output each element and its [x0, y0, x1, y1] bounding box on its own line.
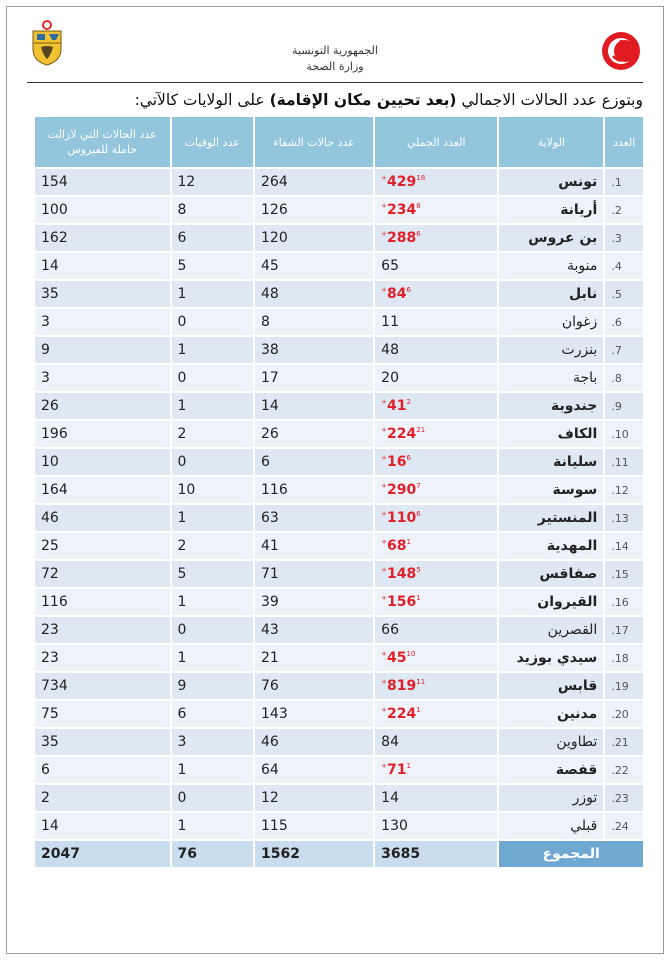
- table-row: [35, 561, 643, 587]
- recovered-cell: 76: [255, 673, 373, 699]
- recovered-cell: 38: [255, 337, 373, 363]
- table-row: [35, 225, 643, 251]
- governorate-name: المهدية: [499, 533, 603, 559]
- total-cases-value: 14: [381, 790, 399, 806]
- new-cases-delta: 21+: [381, 426, 426, 435]
- total-cases-cell: [375, 281, 497, 307]
- row-number: 5.: [605, 281, 643, 307]
- table-row: [35, 449, 643, 475]
- governorate-name: القصرين: [499, 617, 603, 643]
- row-number: 8.: [605, 365, 643, 391]
- total-cases-value: 84: [381, 734, 399, 750]
- new-cases-delta: 6+: [381, 510, 421, 519]
- total-cases-cell: [375, 505, 497, 531]
- total-cases-value: 84: [387, 286, 407, 302]
- total-cases-cell: [375, 617, 497, 643]
- row-number: 13.: [605, 505, 643, 531]
- total-cases-value: 11: [381, 314, 399, 330]
- table-row: [35, 645, 643, 671]
- total-cases-value: 224: [387, 426, 417, 442]
- new-cases-delta: 6+: [381, 454, 411, 463]
- row-number: 21.: [605, 729, 643, 755]
- intro-text-end: على الولايات كالآتي:: [134, 91, 270, 109]
- table-row: [35, 589, 643, 615]
- total-cases-cell: [375, 561, 497, 587]
- total-cases-cell: [375, 645, 497, 671]
- document-page: [6, 6, 664, 954]
- table-row: [35, 785, 643, 811]
- row-number: 10.: [605, 421, 643, 447]
- table-row: [35, 729, 643, 755]
- active-cases-cell: 25: [35, 533, 170, 559]
- governorate-name: سوسة: [499, 477, 603, 503]
- recovered-cell: 45: [255, 253, 373, 279]
- governorate-name: صفاقس: [499, 561, 603, 587]
- total-cases-value: 130: [381, 818, 408, 834]
- intro-text-start: وبتوزع عدد الحالات الاجمالي: [456, 91, 643, 109]
- recovered-cell: 116: [255, 477, 373, 503]
- total-cases-cell: [375, 393, 497, 419]
- active-cases-cell: 116: [35, 589, 170, 615]
- total-cases-value: 148: [387, 566, 417, 582]
- row-number: 24.: [605, 813, 643, 839]
- header-divider: [27, 82, 643, 83]
- deaths-cell: 8: [172, 197, 253, 223]
- deaths-cell: 0: [172, 449, 253, 475]
- deaths-cell: 1: [172, 505, 253, 531]
- table-body: [35, 169, 643, 839]
- total-cases-value: 20: [381, 370, 399, 386]
- active-cases-cell: 14: [35, 253, 170, 279]
- table-row: [35, 757, 643, 783]
- new-cases-delta: 18+: [381, 174, 426, 183]
- table-row: [35, 281, 643, 307]
- deaths-cell: 0: [172, 785, 253, 811]
- deaths-cell: 5: [172, 561, 253, 587]
- governorate-cases-table: [33, 115, 645, 869]
- deaths-cell: 1: [172, 393, 253, 419]
- recovered-cell: 126: [255, 197, 373, 223]
- governorate-name: الكاف: [499, 421, 603, 447]
- row-number: 19.: [605, 673, 643, 699]
- deaths-cell: 10: [172, 477, 253, 503]
- recovered-cell: 120: [255, 225, 373, 251]
- governorate-name: تونس: [499, 169, 603, 195]
- total-cases-value: 71: [387, 762, 407, 778]
- row-number: 22.: [605, 757, 643, 783]
- active-cases-cell: 23: [35, 617, 170, 643]
- governorate-name: زغوان: [499, 309, 603, 335]
- total-cases-cell: [375, 589, 497, 615]
- active-cases-cell: 196: [35, 421, 170, 447]
- active-cases-cell: 72: [35, 561, 170, 587]
- row-number: 6.: [605, 309, 643, 335]
- active-cases-cell: 162: [35, 225, 170, 251]
- deaths-cell: 0: [172, 617, 253, 643]
- total-cases-cell: [375, 309, 497, 335]
- row-number: 3.: [605, 225, 643, 251]
- governorate-name: بنزرت: [499, 337, 603, 363]
- table-row: [35, 197, 643, 223]
- row-number: 15.: [605, 561, 643, 587]
- governorate-name: مدنين: [499, 701, 603, 727]
- governorate-name: منوبة: [499, 253, 603, 279]
- total-cases-cell: [375, 533, 497, 559]
- total-cases-value: 110: [387, 510, 417, 526]
- table-row: [35, 309, 643, 335]
- active-cases-cell: 2: [35, 785, 170, 811]
- active-cases-cell: 46: [35, 505, 170, 531]
- active-cases-cell: 3: [35, 365, 170, 391]
- table-row: [35, 365, 643, 391]
- row-number: 18.: [605, 645, 643, 671]
- table-row: [35, 169, 643, 195]
- deaths-cell: 1: [172, 337, 253, 363]
- governorate-name: المنستير: [499, 505, 603, 531]
- governorate-name: سيدي بوزيد: [499, 645, 603, 671]
- new-cases-delta: 1+: [381, 762, 411, 771]
- governorate-name: توزر: [499, 785, 603, 811]
- recovered-cell: 8: [255, 309, 373, 335]
- new-cases-delta: 10+: [381, 650, 416, 659]
- recovered-cell: 17: [255, 365, 373, 391]
- row-number: 20.: [605, 701, 643, 727]
- recovered-cell: 6: [255, 449, 373, 475]
- governorate-name: القيروان: [499, 589, 603, 615]
- header-governorate: الولاية: [499, 117, 603, 167]
- total-cases-cell: [375, 365, 497, 391]
- intro-sentence: [27, 91, 643, 109]
- deaths-cell: 5: [172, 253, 253, 279]
- deaths-cell: 0: [172, 365, 253, 391]
- deaths-cell: 1: [172, 813, 253, 839]
- total-cases-cell: [375, 225, 497, 251]
- republic-title: الجمهورية التونسية: [292, 44, 378, 57]
- totals-label: المجموع: [499, 841, 643, 867]
- health-crescent-anchor-icon: [601, 31, 641, 71]
- governorate-name: قابس: [499, 673, 603, 699]
- recovered-cell: 21: [255, 645, 373, 671]
- active-cases-cell: 35: [35, 281, 170, 307]
- recovered-cell: 39: [255, 589, 373, 615]
- header-active-cases: عدد الحالات التي لازالت حاملة للفيروس: [35, 117, 170, 167]
- table-row: [35, 813, 643, 839]
- governorate-name: قبلي: [499, 813, 603, 839]
- total-cases-value: 290: [387, 482, 417, 498]
- new-cases-delta: 6+: [381, 286, 411, 295]
- total-cases-value: 66: [381, 622, 399, 638]
- active-cases-cell: 154: [35, 169, 170, 195]
- total-cases-value: 45: [387, 650, 407, 666]
- total-cases-value: 288: [387, 230, 417, 246]
- deaths-cell: 1: [172, 589, 253, 615]
- recovered-cell: 41: [255, 533, 373, 559]
- new-cases-delta: 7+: [381, 482, 421, 491]
- row-number: 16.: [605, 589, 643, 615]
- total-cases-cell: [375, 197, 497, 223]
- recovered-cell: 264: [255, 169, 373, 195]
- total-cases-cell: [375, 169, 497, 195]
- total-cases-cell: [375, 449, 497, 475]
- total-cases-value: 156: [387, 594, 417, 610]
- recovered-cell: 26: [255, 421, 373, 447]
- row-number: 11.: [605, 449, 643, 475]
- table-row: [35, 505, 643, 531]
- deaths-cell: 12: [172, 169, 253, 195]
- row-number: 23.: [605, 785, 643, 811]
- total-cases-cell: [375, 729, 497, 755]
- row-number: 4.: [605, 253, 643, 279]
- row-number: 9.: [605, 393, 643, 419]
- active-cases-cell: 9: [35, 337, 170, 363]
- active-cases-cell: 6: [35, 757, 170, 783]
- total-cases-value: 65: [381, 258, 399, 274]
- totals-recovered: 1562: [255, 841, 373, 867]
- table-header-row: [35, 117, 643, 167]
- recovered-cell: 46: [255, 729, 373, 755]
- governorate-name: سليانة: [499, 449, 603, 475]
- recovered-cell: 71: [255, 561, 373, 587]
- new-cases-delta: 5+: [381, 566, 421, 575]
- deaths-cell: 6: [172, 701, 253, 727]
- active-cases-cell: 164: [35, 477, 170, 503]
- deaths-cell: 0: [172, 309, 253, 335]
- row-number: 2.: [605, 197, 643, 223]
- table-row: [35, 477, 643, 503]
- total-cases-cell: [375, 813, 497, 839]
- total-cases-cell: [375, 757, 497, 783]
- totals-row: [35, 841, 643, 867]
- total-cases-value: 41: [387, 398, 407, 414]
- total-cases-cell: [375, 337, 497, 363]
- row-number: 17.: [605, 617, 643, 643]
- table-row: [35, 533, 643, 559]
- deaths-cell: 1: [172, 645, 253, 671]
- recovered-cell: 12: [255, 785, 373, 811]
- total-cases-cell: [375, 253, 497, 279]
- total-cases-value: 234: [387, 202, 417, 218]
- active-cases-cell: 3: [35, 309, 170, 335]
- deaths-cell: 2: [172, 533, 253, 559]
- active-cases-cell: 35: [35, 729, 170, 755]
- table-row: [35, 673, 643, 699]
- total-cases-cell: [375, 785, 497, 811]
- active-cases-cell: 10: [35, 449, 170, 475]
- table-row: [35, 421, 643, 447]
- deaths-cell: 1: [172, 757, 253, 783]
- recovered-cell: 143: [255, 701, 373, 727]
- new-cases-delta: 2+: [381, 398, 411, 407]
- active-cases-cell: 23: [35, 645, 170, 671]
- total-cases-cell: [375, 673, 497, 699]
- new-cases-delta: 1+: [381, 538, 411, 547]
- totals-deaths: 76: [172, 841, 253, 867]
- governorate-name: جندوبة: [499, 393, 603, 419]
- new-cases-delta: 8+: [381, 202, 421, 211]
- total-cases-value: 68: [387, 538, 407, 554]
- recovered-cell: 115: [255, 813, 373, 839]
- header-deaths: عدد الوفيات: [172, 117, 253, 167]
- new-cases-delta: 6+: [381, 230, 421, 239]
- ministry-title: وزارة الصحة: [306, 60, 364, 73]
- total-cases-cell: [375, 701, 497, 727]
- row-number: 12.: [605, 477, 643, 503]
- row-number: 7.: [605, 337, 643, 363]
- header-number: العدد: [605, 117, 643, 167]
- governorate-name: أريانة: [499, 197, 603, 223]
- active-cases-cell: 100: [35, 197, 170, 223]
- active-cases-cell: 75: [35, 701, 170, 727]
- active-cases-cell: 734: [35, 673, 170, 699]
- deaths-cell: 3: [172, 729, 253, 755]
- intro-text-bold: (بعد تحيين مكان الإقامة): [269, 91, 457, 109]
- total-cases-value: 819: [387, 678, 417, 694]
- table-row: [35, 253, 643, 279]
- total-cases-cell: [375, 477, 497, 503]
- deaths-cell: 9: [172, 673, 253, 699]
- new-cases-delta: 1+: [381, 706, 421, 715]
- governorate-name: قفصة: [499, 757, 603, 783]
- header-total-cases: العدد الجملي: [375, 117, 497, 167]
- row-number: 1.: [605, 169, 643, 195]
- table-row: [35, 393, 643, 419]
- total-cases-value: 224: [387, 706, 417, 722]
- deaths-cell: 1: [172, 281, 253, 307]
- total-cases-value: 48: [381, 342, 399, 358]
- recovered-cell: 14: [255, 393, 373, 419]
- total-cases-cell: [375, 421, 497, 447]
- governorate-name: بن عروس: [499, 225, 603, 251]
- totals-total-cases: 3685: [375, 841, 497, 867]
- recovered-cell: 48: [255, 281, 373, 307]
- header-recovered: عدد حالات الشفاء: [255, 117, 373, 167]
- document-header: [7, 43, 663, 75]
- new-cases-delta: 11+: [381, 678, 426, 687]
- deaths-cell: 2: [172, 421, 253, 447]
- totals-active-cases: 2047: [35, 841, 170, 867]
- recovered-cell: 43: [255, 617, 373, 643]
- recovered-cell: 63: [255, 505, 373, 531]
- governorate-name: باجة: [499, 365, 603, 391]
- governorate-name: نابل: [499, 281, 603, 307]
- active-cases-cell: 14: [35, 813, 170, 839]
- deaths-cell: 6: [172, 225, 253, 251]
- total-cases-value: 16: [387, 454, 407, 470]
- governorate-name: تطاوين: [499, 729, 603, 755]
- row-number: 14.: [605, 533, 643, 559]
- new-cases-delta: 1+: [381, 594, 421, 603]
- recovered-cell: 64: [255, 757, 373, 783]
- total-cases-value: 429: [387, 174, 417, 190]
- table-row: [35, 617, 643, 643]
- active-cases-cell: 26: [35, 393, 170, 419]
- table-row: [35, 701, 643, 727]
- table-row: [35, 337, 643, 363]
